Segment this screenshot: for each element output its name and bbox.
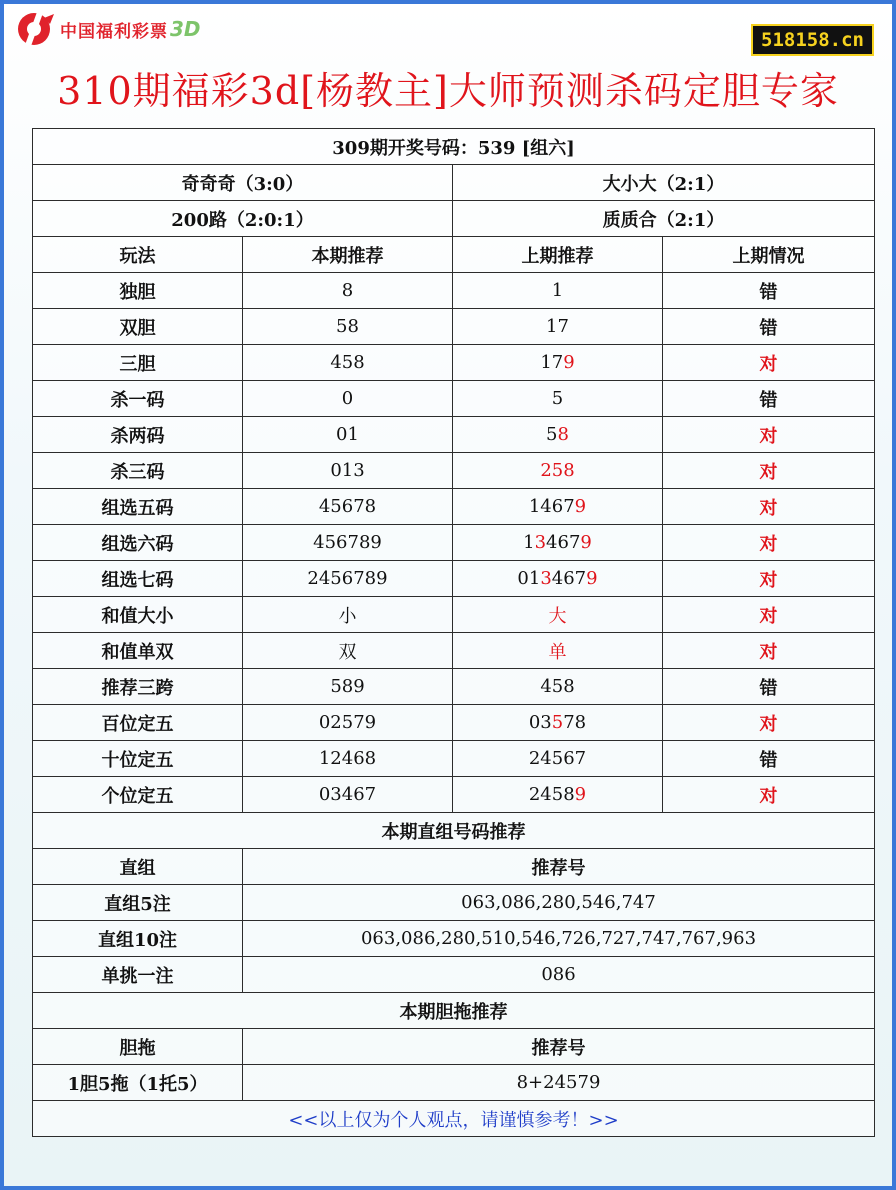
- prev-pick-hit-digits: 258: [540, 460, 575, 481]
- prev-result: 对: [663, 345, 875, 381]
- prev-pick-hit-digits: 3: [540, 568, 552, 589]
- prev-pick-digits: 78: [563, 712, 587, 733]
- table-row: [33, 777, 875, 813]
- prev-pick-digits: 03: [528, 712, 552, 733]
- play-name: 杀两码: [33, 417, 243, 453]
- play-name: 杀三码: [33, 453, 243, 489]
- table-row: [33, 885, 875, 921]
- logo-3d: 3D: [170, 17, 201, 41]
- prev-pick-hit-digits: 8: [557, 424, 569, 445]
- prev-result: 对: [663, 561, 875, 597]
- table-row: [33, 669, 875, 705]
- current-pick: 45678: [243, 489, 453, 525]
- prev-pick-digits: 17: [540, 352, 564, 373]
- prev-pick-hit-digits: 9: [574, 784, 587, 805]
- current-pick: 03467: [243, 777, 453, 813]
- direct-row-value: 086: [243, 957, 875, 993]
- prev-result: 错: [663, 381, 875, 417]
- dantuo-section-title: 本期胆拖推荐: [33, 993, 875, 1029]
- play-name: 组选五码: [33, 489, 243, 525]
- prev-pick: [453, 345, 663, 381]
- direct-title-row: [33, 813, 875, 849]
- prev-pick-hit-digits: 单: [548, 641, 567, 663]
- table-row: [33, 381, 875, 417]
- current-pick: 456789: [243, 525, 453, 561]
- prev-pick: [453, 741, 663, 777]
- direct-header-row: [33, 849, 875, 885]
- prev-result: 对: [663, 777, 875, 813]
- prev-pick-hit-digits: 5: [551, 712, 564, 733]
- prev-result: 错: [663, 273, 875, 309]
- table-row: [33, 1065, 875, 1101]
- table-row: [33, 345, 875, 381]
- direct-row-value: 063,086,280,510,546,726,727,747,767,963: [243, 921, 875, 957]
- prediction-table: [32, 128, 875, 1137]
- dantuo-row-label: 1胆5拖（1托5）: [33, 1065, 243, 1101]
- table-row: [33, 705, 875, 741]
- prev-result: 错: [663, 669, 875, 705]
- prev-pick-hit-digits: 大: [548, 605, 567, 627]
- table-row: [33, 525, 875, 561]
- table-row: [33, 921, 875, 957]
- current-pick: 双: [243, 633, 453, 669]
- prev-pick: [453, 705, 663, 741]
- table-row: [33, 309, 875, 345]
- prev-pick-hit-digits: 9: [586, 568, 598, 589]
- dantuo-header-label: 胆拖: [33, 1029, 243, 1065]
- col-header-result: 上期情况: [663, 237, 875, 273]
- pattern-row-1: [33, 165, 875, 201]
- current-pick: 589: [243, 669, 453, 705]
- current-pick: 2456789: [243, 561, 453, 597]
- play-name: 十位定五: [33, 741, 243, 777]
- prev-pick: [453, 525, 663, 561]
- table-row: [33, 741, 875, 777]
- current-pick: 58: [243, 309, 453, 345]
- site-badge: 518158.cn: [751, 24, 874, 56]
- table-row: [33, 417, 875, 453]
- welfare-lottery-logo-icon: [14, 10, 56, 48]
- direct-row-value: 063,086,280,546,747: [243, 885, 875, 921]
- play-name: 组选六码: [33, 525, 243, 561]
- play-name: 组选七码: [33, 561, 243, 597]
- col-header-play: 玩法: [33, 237, 243, 273]
- dantuo-header-row: [33, 1029, 875, 1065]
- current-pick: 8: [243, 273, 453, 309]
- column-header-row: [33, 237, 875, 273]
- prev-pick: [453, 561, 663, 597]
- play-name: 杀一码: [33, 381, 243, 417]
- draw-info-row: [33, 129, 875, 165]
- prev-pick: [453, 309, 663, 345]
- prev-pick: [453, 597, 663, 633]
- prev-pick: [453, 489, 663, 525]
- prev-pick-digits: 5: [551, 388, 564, 409]
- prev-result: 对: [663, 453, 875, 489]
- table-row: [33, 453, 875, 489]
- big-small-pattern: 大小大（2:1）: [453, 165, 875, 201]
- col-header-prev: 上期推荐: [453, 237, 663, 273]
- page-title: 310期福彩3d[杨教主]大师预测杀码定胆专家: [57, 69, 839, 113]
- road-pattern: 200路（2:0:1）: [33, 201, 453, 237]
- current-pick: 01: [243, 417, 453, 453]
- table-row: [33, 561, 875, 597]
- prev-pick: [453, 273, 663, 309]
- prev-pick-hit-digits: 9: [580, 532, 592, 553]
- draw-result: 309期开奖号码：539 [组六]: [33, 129, 875, 165]
- current-pick: 0: [243, 381, 453, 417]
- odd-even-pattern: 奇奇奇（3:0）: [33, 165, 453, 201]
- footer-row: [33, 1101, 875, 1137]
- prev-pick-digits: 1467: [528, 496, 575, 517]
- play-name: 和值单双: [33, 633, 243, 669]
- play-name: 推荐三跨: [33, 669, 243, 705]
- prev-result: 错: [663, 309, 875, 345]
- table-row: [33, 273, 875, 309]
- direct-section-title: 本期直组号码推荐: [33, 813, 875, 849]
- play-name: 个位定五: [33, 777, 243, 813]
- prime-pattern: 质质合（2:1）: [453, 201, 875, 237]
- prev-result: 对: [663, 705, 875, 741]
- prev-pick-digits: 467: [546, 532, 581, 553]
- lottery-logo: [14, 10, 201, 48]
- prev-pick-digits: 467: [551, 568, 587, 589]
- direct-header-value: 推荐号: [243, 849, 875, 885]
- prev-pick: [453, 453, 663, 489]
- prev-pick: [453, 777, 663, 813]
- table-row: [33, 597, 875, 633]
- prev-pick-digits: 2458: [528, 784, 575, 805]
- prev-result: 对: [663, 633, 875, 669]
- prev-pick-hit-digits: 9: [574, 496, 587, 517]
- direct-row-label: 单挑一注: [33, 957, 243, 993]
- play-name: 双胆: [33, 309, 243, 345]
- table-row: [33, 489, 875, 525]
- table-row: [33, 633, 875, 669]
- current-pick: 12468: [243, 741, 453, 777]
- disclaimer-note: <<以上仅为个人观点，请谨慎参考！>>: [33, 1101, 875, 1137]
- prev-pick-digits: 1: [523, 532, 535, 553]
- prev-pick-hit-digits: 3: [534, 532, 547, 553]
- current-pick: 02579: [243, 705, 453, 741]
- prev-result: 对: [663, 489, 875, 525]
- dantuo-header-value: 推荐号: [243, 1029, 875, 1065]
- col-header-current: 本期推荐: [243, 237, 453, 273]
- current-pick: 小: [243, 597, 453, 633]
- prev-pick: [453, 381, 663, 417]
- prev-pick: [453, 669, 663, 705]
- prev-pick-hit-digits: 9: [563, 352, 575, 373]
- pattern-row-2: [33, 201, 875, 237]
- prev-pick-digits: 458: [540, 676, 575, 697]
- current-pick: 013: [243, 453, 453, 489]
- play-name: 百位定五: [33, 705, 243, 741]
- prev-result: 对: [663, 417, 875, 453]
- logo-text: 中国福利彩票: [60, 21, 168, 42]
- prev-pick: [453, 633, 663, 669]
- play-name: 独胆: [33, 273, 243, 309]
- current-pick: 458: [243, 345, 453, 381]
- direct-row-label: 直组5注: [33, 885, 243, 921]
- dantuo-title-row: [33, 993, 875, 1029]
- prev-pick-digits: 1: [551, 280, 564, 301]
- prev-pick-digits: 24567: [528, 748, 587, 769]
- play-name: 和值大小: [33, 597, 243, 633]
- prev-result: 对: [663, 597, 875, 633]
- prev-pick: [453, 417, 663, 453]
- prev-pick-digits: 17: [546, 316, 569, 337]
- prev-result: 对: [663, 525, 875, 561]
- prev-pick-digits: 01: [517, 568, 541, 589]
- prev-result: 错: [663, 741, 875, 777]
- prev-pick-digits: 5: [546, 424, 558, 445]
- table-row: [33, 957, 875, 993]
- direct-row-label: 直组10注: [33, 921, 243, 957]
- direct-header-label: 直组: [33, 849, 243, 885]
- play-name: 三胆: [33, 345, 243, 381]
- dantuo-row-value: 8+24579: [243, 1065, 875, 1101]
